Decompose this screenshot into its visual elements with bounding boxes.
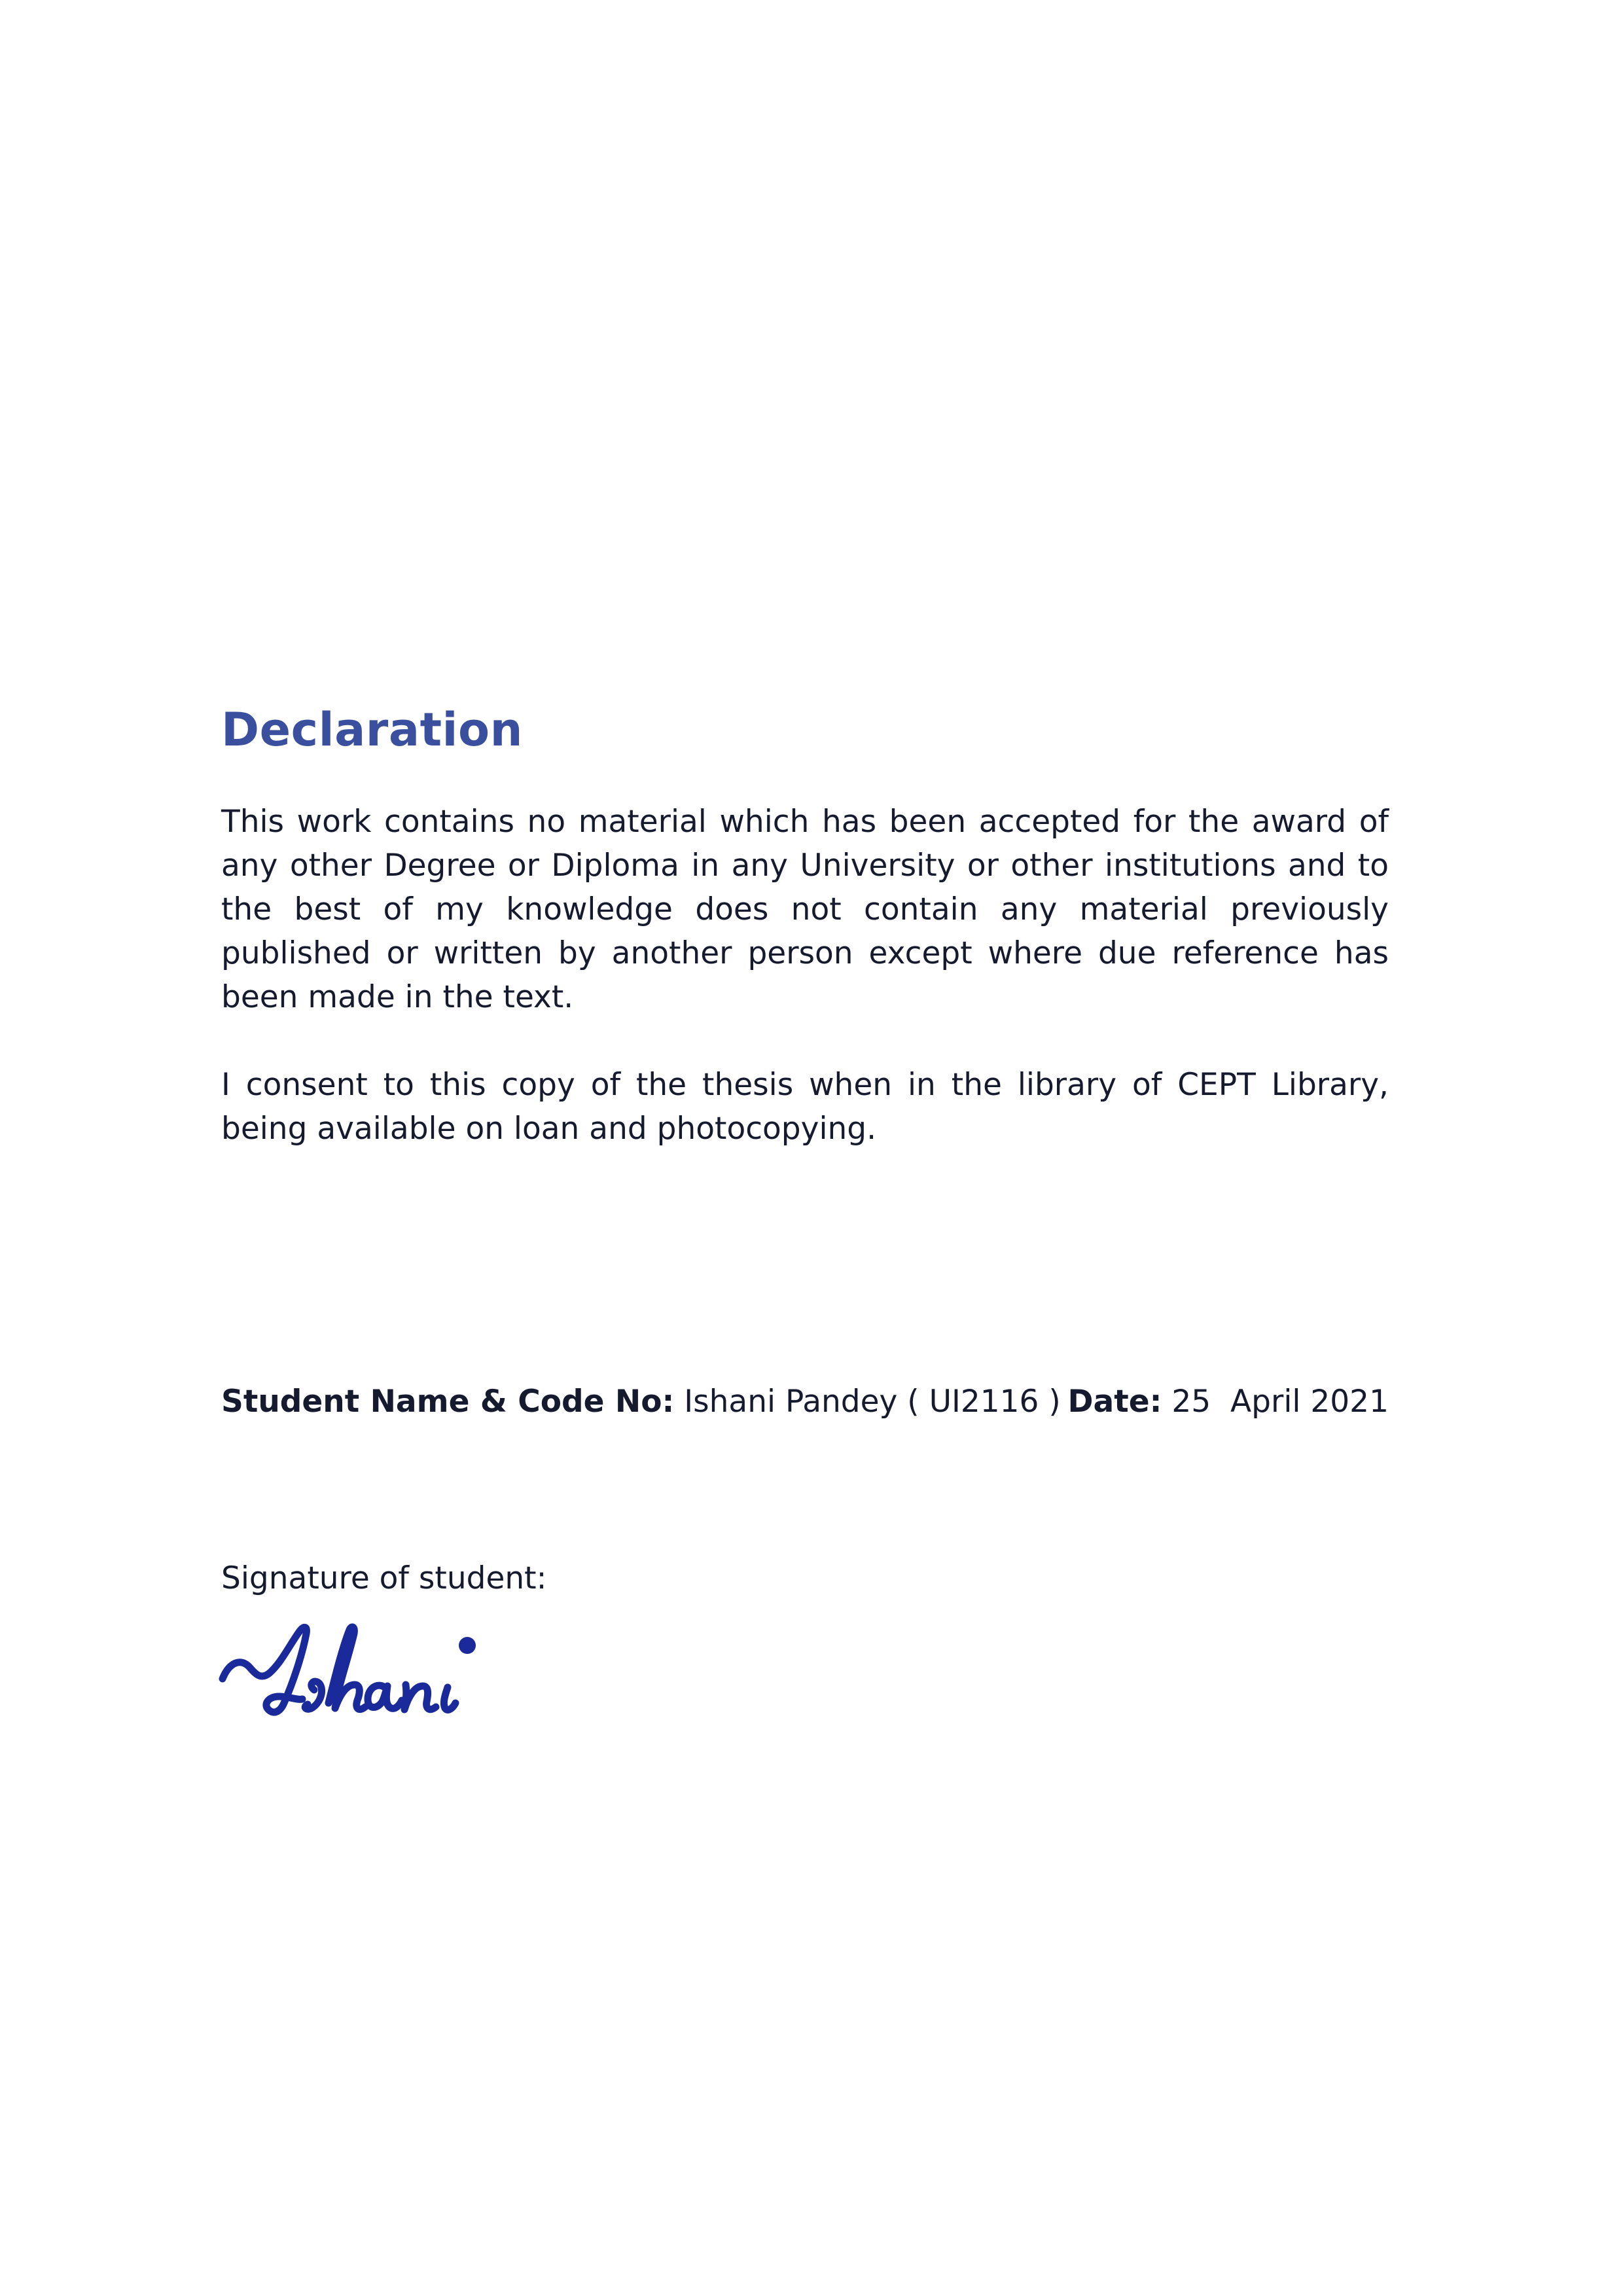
page-title: Declaration (221, 703, 523, 757)
declaration-section (221, 703, 1389, 1151)
declaration-paragraph-1: This work contains no material which has been accepted for the award of any other Degree or Diploma in any University or other institutions and to the best of my knowledge does not contain any material previously published or written by another person except where due reference has been made in the text. (221, 804, 1389, 1015)
date-value: 25 April 2021 (1171, 1384, 1389, 1420)
date-label: Date: (1067, 1384, 1162, 1420)
date-block (1068, 1380, 1389, 1424)
consent-paragraph: I consent to this copy of the thesis when in the library of CEPT Library, being available on loan and photocopying. (221, 1067, 1389, 1147)
student-name-code-label: Student Name & Code No: (221, 1384, 675, 1420)
student-info-row (221, 1380, 1389, 1424)
student-name-code-value: Ishani Pandey ( UI2116 ) (684, 1384, 1061, 1420)
student-name-code (221, 1380, 1061, 1424)
signature-label: Signature of student: (221, 1560, 547, 1596)
student-signature (216, 1617, 491, 1728)
